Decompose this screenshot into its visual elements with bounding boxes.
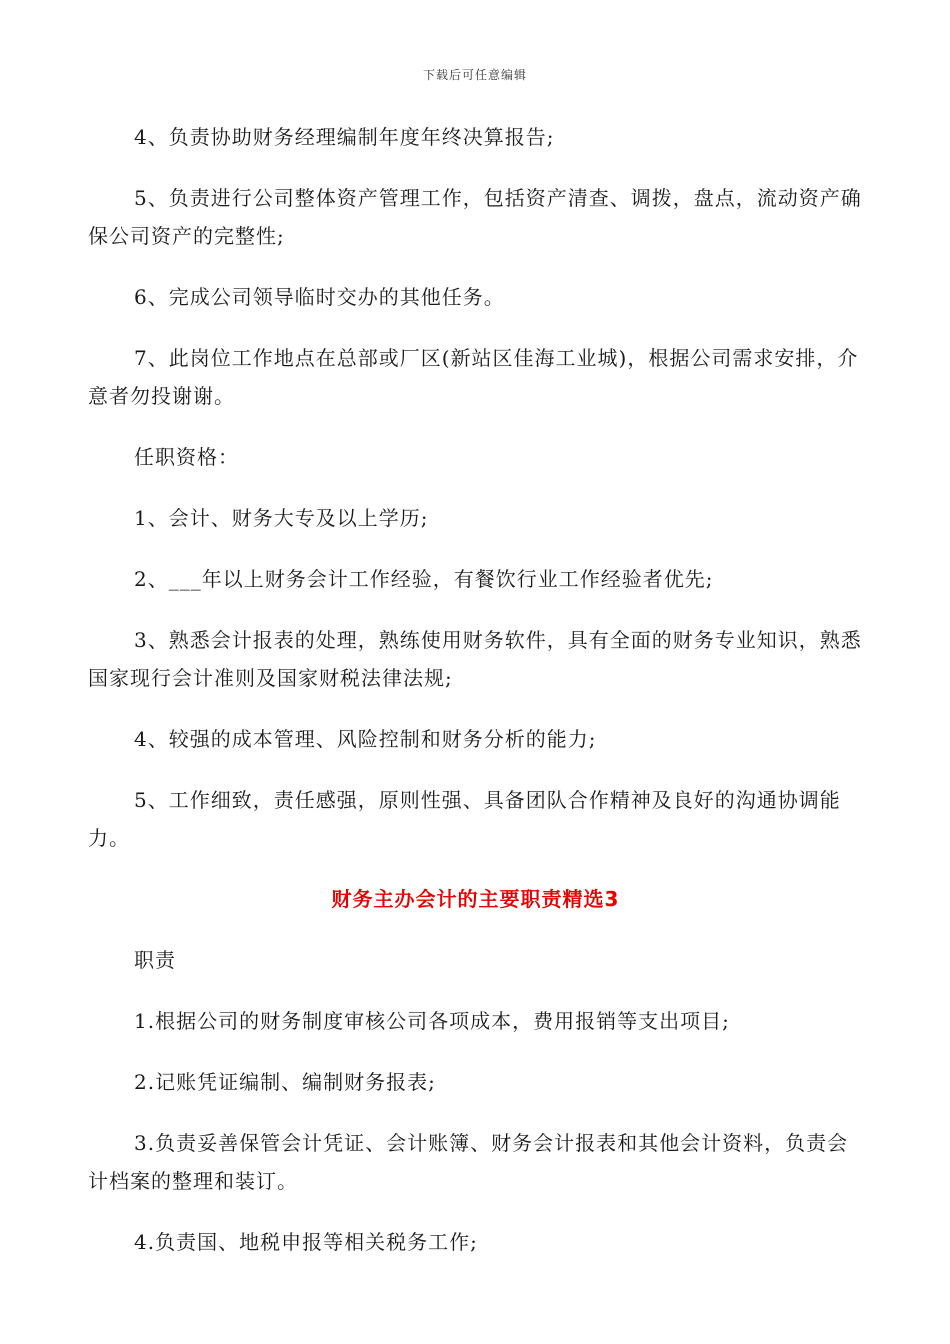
responsibilities-heading: 职责 xyxy=(134,948,176,972)
duty-item-4: 4、负责协助财务经理编制年度年终决算报告; xyxy=(134,125,555,149)
qualification-item-2: 2、___年以上财务会计工作经验，有餐饮行业工作经验者优先; xyxy=(134,567,714,591)
qualification-item-4: 4、较强的成本管理、风险控制和财务分析的能力; xyxy=(134,727,597,751)
qualifications-heading: 任职资格： xyxy=(134,445,239,469)
responsibility-item-4: 4.负责国、地税申报等相关税务工作; xyxy=(134,1230,478,1254)
qualification-item-3: 3、熟悉会计报表的处理，熟练使用财务软件，具有全面的财务专业知识，熟悉国家现行会计准则及国家财税法律法规; xyxy=(88,628,862,690)
duty-item-6: 6、完成公司领导临时交办的其他任务。 xyxy=(134,285,505,309)
section-title: 财务主办会计的主要职责精选3 xyxy=(331,887,620,911)
responsibility-item-1: 1.根据公司的财务制度审核公司各项成本，费用报销等支出项目; xyxy=(134,1009,730,1033)
page-header-note: 下载后可任意编辑 xyxy=(422,68,527,82)
qualification-item-5: 5、工作细致，责任感强，原则性强、具备团队合作精神及良好的沟通协调能力。 xyxy=(88,788,841,850)
qualification-item-1: 1、会计、财务大专及以上学历; xyxy=(134,506,429,530)
duty-item-5: 5、负责进行公司整体资产管理工作，包括资产清查、调拨，盘点，流动资产确保公司资产的完整性; xyxy=(88,186,862,248)
responsibility-item-2: 2.记账凭证编制、编制财务报表; xyxy=(134,1070,436,1094)
document-body xyxy=(88,118,863,1284)
duty-item-7: 7、此岗位工作地点在总部或厂区(新站区佳海工业城)，根据公司需求安排，介意者勿投谢谢。 xyxy=(88,346,859,408)
responsibility-item-3: 3.负责妥善保管会计凭证、会计账簿、财务会计报表和其他会计资料，负责会计档案的整理和装订。 xyxy=(88,1131,849,1193)
